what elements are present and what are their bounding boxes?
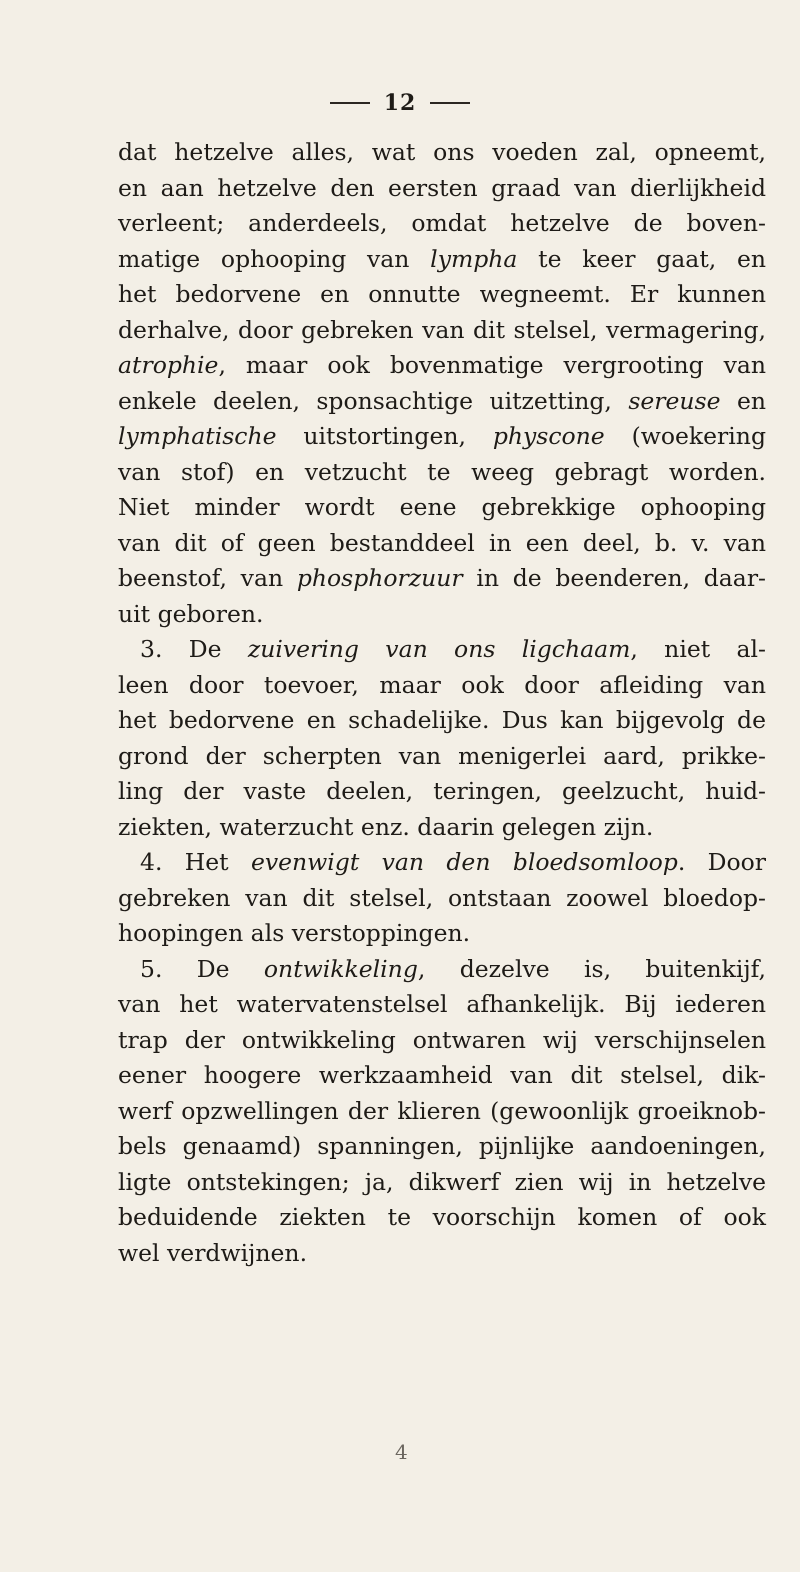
- text-line: [118, 419, 766, 455]
- text-line: [118, 774, 766, 810]
- text-run: enkele deelen, sponsachtige uitzetting,: [118, 386, 629, 415]
- italic-term: evenwigt van den bloedsomloop: [250, 848, 678, 876]
- text-line: [118, 277, 766, 313]
- text-run: 5. De: [140, 954, 264, 983]
- text-run: en aan hetzelve den eersten graad van dierlijkheid: [118, 173, 766, 202]
- text-run: wel verdwijnen.: [118, 1238, 308, 1267]
- text-run: uit geboren.: [118, 599, 264, 628]
- text-run: te keer gaat, en: [517, 244, 766, 273]
- text-line: [118, 952, 766, 988]
- text-run: 4. Het: [140, 848, 251, 876]
- text-line: [118, 1094, 766, 1130]
- text-line: [118, 597, 766, 633]
- text-line: [118, 1200, 766, 1236]
- text-line: [118, 881, 766, 917]
- page-number: 12: [383, 90, 417, 116]
- text-run: van dit of geen bestanddeel in een deel, b. v. van: [118, 528, 766, 557]
- italic-term: lympha: [430, 244, 518, 273]
- text-line: [118, 242, 766, 278]
- text-run: Niet minder wordt eene gebrekkige ophooping: [118, 493, 766, 521]
- text-run: ling der vaste deelen, teringen, geelzucht, huid-: [118, 777, 766, 805]
- text-run: 3. De: [140, 635, 248, 663]
- text-run: bels genaamd) spanningen, pijnlijke aandoeningen,: [118, 1132, 766, 1160]
- text-run: . Door: [677, 848, 767, 876]
- text-line: [118, 1165, 766, 1201]
- text-run: eener hoogere werkzaamheid van dit stelsel, dik-: [118, 1061, 766, 1089]
- italic-term: ontwikkeling: [263, 954, 418, 983]
- text-line: [118, 987, 766, 1023]
- text-run: trap der ontwikkeling ontwaren wij verschijnselen: [118, 1025, 766, 1054]
- text-line: [118, 1023, 766, 1059]
- text-line: [118, 703, 766, 739]
- text-run: , maar ook bovenmatige vergrooting van: [218, 351, 766, 379]
- text-line: [118, 135, 766, 171]
- text-run: in de beenderen, daar-: [462, 564, 766, 592]
- text-run: derhalve, door gebreken van dit stelsel, vermagering,: [118, 315, 766, 344]
- text-line: [118, 916, 766, 952]
- text-line: [118, 668, 766, 704]
- text-run: beenstof, van: [118, 564, 297, 592]
- text-line: [118, 1058, 766, 1094]
- text-run: dat hetzelve alles, wat ons voeden zal, opneemt,: [118, 138, 766, 166]
- text-run: van stof) en vetzucht te weeg gebragt worden.: [118, 457, 766, 486]
- text-line: [118, 455, 766, 491]
- text-run: ziekten, waterzucht enz. daarin gelegen zijn.: [118, 812, 654, 841]
- italic-term: physcone: [492, 422, 605, 450]
- running-header: [0, 88, 800, 118]
- text-run: het bedorvene en schadelijke. Dus kan bijgevolg de: [118, 706, 766, 734]
- italic-term: lymphatische: [118, 422, 277, 450]
- text-run: verleent; anderdeels, omdat hetzelve de boven-: [118, 209, 766, 237]
- text-run: ligte ontstekingen; ja, dikwerf zien wij in hetzelve: [118, 1167, 766, 1196]
- text-line: [118, 739, 766, 775]
- italic-term: sereuse: [628, 386, 721, 415]
- text-run: matige ophooping van: [118, 244, 431, 273]
- header-rule-right: [430, 102, 470, 104]
- text-line: [118, 348, 766, 384]
- text-line: [118, 490, 766, 526]
- header-rule-left: [330, 102, 370, 104]
- text-line: [118, 810, 766, 846]
- text-run: en: [720, 386, 766, 415]
- text-line: [118, 171, 766, 207]
- text-run: leen door toevoer, maar ook door afleiding van: [118, 670, 766, 699]
- text-run: , niet al-: [630, 635, 766, 663]
- text-line: [118, 1236, 766, 1272]
- text-line: [118, 526, 766, 562]
- text-run: van het watervatenstelsel afhankelijk. Bij iederen: [118, 990, 766, 1018]
- signature-mark: 4: [395, 1440, 408, 1464]
- text-line: [118, 632, 766, 668]
- text-line: [118, 384, 766, 420]
- text-line: [118, 206, 766, 242]
- italic-term: atrophie: [118, 351, 219, 379]
- text-run: (woekering: [604, 422, 766, 450]
- text-run: het bedorvene en onnutte wegneemt. Er kunnen: [118, 280, 766, 308]
- text-line: [118, 845, 766, 881]
- body-text: [118, 135, 766, 1271]
- text-line: [118, 1129, 766, 1165]
- text-run: grond der scherpten van menigerlei aard, prikke-: [118, 741, 766, 770]
- text-run: , dezelve is, buitenkijf,: [417, 954, 766, 983]
- text-run: uitstortingen,: [276, 422, 493, 450]
- text-run: werf opzwellingen der klieren (gewoonlijk groeiknob-: [118, 1096, 766, 1125]
- text-run: beduidende ziekten te voorschijn komen of ook: [118, 1203, 766, 1231]
- italic-term: zuivering van ons ligchaam: [247, 635, 631, 663]
- text-line: [118, 313, 766, 349]
- italic-term: phosphorzuur: [296, 564, 463, 592]
- text-run: hoopingen als verstoppingen.: [118, 919, 471, 947]
- text-run: gebreken van dit stelsel, ontstaan zoowel bloedop-: [118, 883, 766, 912]
- text-line: [118, 561, 766, 597]
